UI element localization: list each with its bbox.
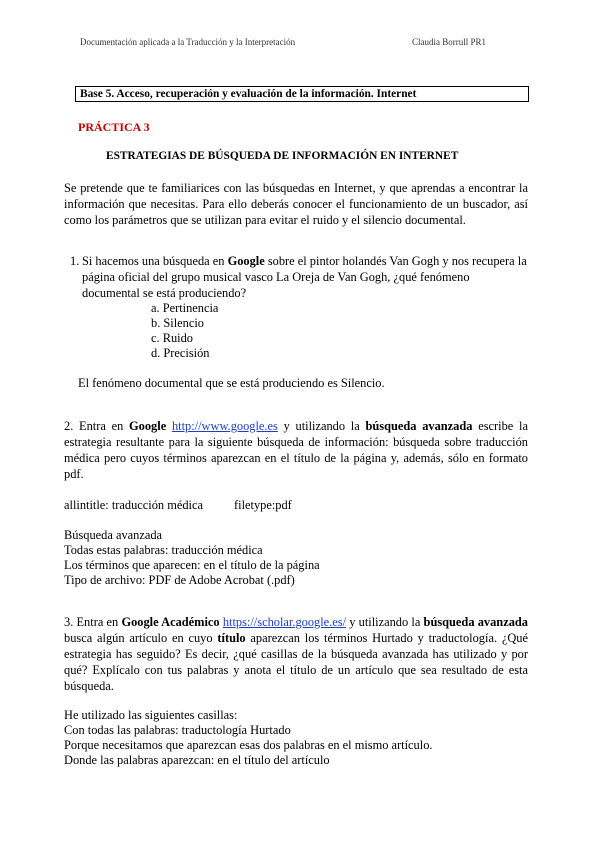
intro-paragraph: Se pretende que te familiarices con las búsquedas en Internet, y que aprendas a encontrar la información que necesitas. Para ello deberás conocer el funcionamiento de un buscador, así como los parámetros que se utilizan para evitar el ruido y el silencio documental. — [64, 181, 528, 227]
q1-text — [82, 253, 530, 301]
q3-answer-line: He utilizado las siguientes casillas: — [64, 708, 238, 722]
q3-advanced: búsqueda avanzada — [423, 615, 528, 629]
q3-num: 3. Entra en — [64, 615, 122, 629]
q1-post: sobre el pintor holandés Van Gogh y nos recupera la página oficial del grupo musical vasco La Oreja de Van Gogh, ¿qué fenómeno documental se está produciendo? — [82, 254, 527, 300]
q2-answer-line: Tipo de archivo: PDF de Adobe Acrobat (.pdf) — [64, 573, 295, 587]
q2-google: Google — [129, 419, 167, 433]
q3-answer-line: Porque necesitamos que aparezcan esas dos palabras en el mismo artículo. — [64, 738, 433, 752]
q1-option-d: d. Precisión — [151, 346, 210, 360]
q1-answer: El fenómeno documental que se está produciendo es Silencio. — [78, 376, 385, 390]
q1-pre: Si hacemos una búsqueda en — [82, 254, 228, 268]
q2-strategy-a: allintitle: traducción médica — [64, 498, 203, 512]
q3-mid: y utilizando la — [346, 615, 424, 629]
q3-mid2: busca algún artículo en cuyo — [64, 631, 218, 645]
practice-label: PRÁCTICA 3 — [78, 120, 150, 134]
main-title: ESTRATEGIAS DE BÚSQUEDA DE INFORMACIÓN EN INTERNET — [106, 150, 459, 162]
q1-option-c: c. Ruido — [151, 331, 193, 345]
q1-bold: Google — [227, 254, 265, 268]
q2-num: 2. Entra en — [64, 419, 130, 433]
q3-post: aparezcan los términos Hurtado y traductología. ¿Qué estrategia has seguido? Es decir, ¿qué casillas de la búsqueda avanzada has utilizado y por qué? Explícalo con tus palabras y anota el título de un artículo que sea resultado de esta búsqueda. — [64, 631, 528, 693]
q2-google-link[interactable]: http://www.google.es — [171, 419, 278, 433]
q1-option-b: b. Silencio — [151, 316, 204, 330]
q2-advanced: búsqueda avanzada — [365, 419, 473, 433]
base-title-box: Base 5. Acceso, recuperación y evaluación de la información. Internet — [75, 86, 529, 102]
q2-answer-line: Todas estas palabras: traducción médica — [64, 543, 263, 557]
q3-title-word: título — [217, 631, 246, 645]
q3-text — [64, 614, 528, 694]
header-right: Claudia Borrull PR1 — [412, 37, 486, 47]
q2-mid: y utilizando la — [277, 419, 366, 433]
q3-answer-line: Donde las palabras aparezcan: en el título del artículo — [64, 753, 330, 767]
q3-scholar: Google Académico — [121, 615, 220, 629]
q3-answer-line: Con todas las palabras: traductología Hurtado — [64, 723, 291, 737]
q1-number: 1. — [70, 254, 80, 268]
q2-answer-line: Los términos que aparecen: en el título de la página — [64, 558, 320, 572]
q2-answer-line: Búsqueda avanzada — [64, 528, 163, 542]
q1-option-a: a. Pertinencia — [151, 301, 219, 315]
header-left: Documentación aplicada a la Traducción y la Interpretación — [80, 37, 296, 47]
q3-scholar-link[interactable]: https://scholar.google.es/ — [222, 615, 347, 629]
q2-post: escribe la estrategia resultante para la siguiente búsqueda de información: búsqueda sobre traducción médica pero cuyos términos aparezcan en el título de la página y, además, sólo en formato pdf. — [64, 419, 528, 481]
q2-text — [64, 418, 528, 482]
q2-strategy-b: filetype:pdf — [234, 498, 292, 512]
